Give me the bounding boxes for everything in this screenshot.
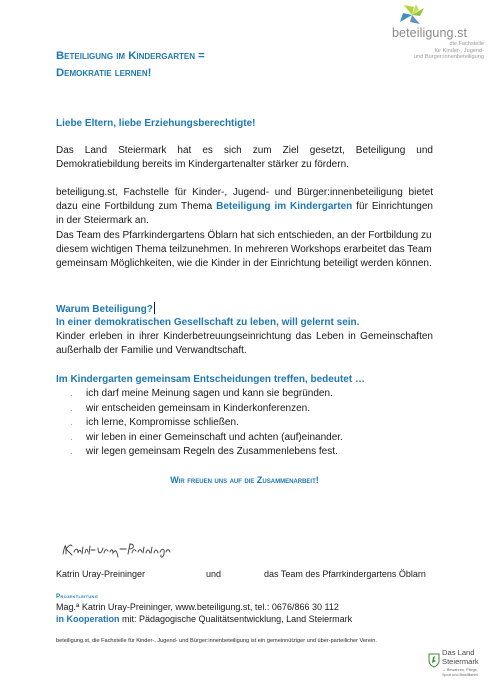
list-item <box>70 402 430 417</box>
closing-line: Wir freuen uns auf die Zusammenarbeit! <box>170 475 319 485</box>
topic-highlight: Beteiligung im Kindergarten <box>216 201 353 212</box>
cooperation-line <box>56 613 416 625</box>
why-heading-text: Warum Beteiligung? <box>56 304 153 315</box>
land-name <box>442 649 479 666</box>
decisions-heading: Im Kindergarten gemeinsam Entscheidungen treffen, bedeutet … <box>56 374 365 385</box>
document-title <box>56 48 356 82</box>
text-cursor <box>154 302 155 314</box>
pinwheel-icon <box>394 4 430 26</box>
list-item <box>70 445 430 460</box>
decisions-list <box>70 387 430 460</box>
signer-team: das Team des Pfarrkindergartens Öblarn <box>264 569 426 579</box>
bullet-marker: . <box>70 417 73 429</box>
offer-text-start: beteiligung.st, Fachstelle für Kinder-, Jugend- und Bürger:innenbeteiligung bietet dazu eine Fortbildung zum Thema <box>56 187 433 212</box>
why-paragraph: Kinder erleben in ihrer Kinderbetreuungseinrichtung das Leben in Gemeinschaften außerhalb der Familie und Verwandtschaft. <box>56 331 433 356</box>
cooperation-text: mit: Pädagogische Qualitätsentwicklung, Land Steiermark <box>119 614 353 624</box>
list-item <box>70 431 430 446</box>
list-item-text: ich darf meine Meinung sagen und kann sie begründen. <box>86 388 333 399</box>
title-line-1: Beteiligung im Kindergarten = <box>56 50 205 62</box>
beteiligung-logo <box>384 4 484 64</box>
coat-of-arms-icon <box>428 652 440 668</box>
signer-name: Katrin Uray-Preininger <box>56 569 146 579</box>
land-department: → Bewahren, Pflege, Sport und Bewillianbt <box>442 668 478 677</box>
bullet-marker: . <box>70 446 73 458</box>
land-name-line: Das Land <box>442 648 475 657</box>
why-subheading: In einer demokratischen Gesellschaft zu leben, will gelernt sein. <box>56 317 360 328</box>
list-item-text: ich lerne, Kompromisse schließen. <box>86 417 239 429</box>
signer-and: und <box>206 569 222 579</box>
handwritten-signature <box>60 536 180 562</box>
offer-text-end: für Einrichtungen in der Steiermark an. <box>56 201 433 226</box>
list-item <box>70 387 430 402</box>
logo-tagline-line: für Kinder-, Jugend- <box>434 47 484 54</box>
intro-paragraph: Das Land Steiermark hat es sich zum Ziel gesetzt, Beteiligung und Demokratiebildung bereits im Kindergartenalter stärker zu fördern. <box>56 145 433 170</box>
offer-paragraph <box>56 186 433 228</box>
project-info <box>56 592 416 625</box>
footnote: beteiligung.st, die Fachstelle für Kinder-, Jugend- und Bürger:innenbeteiligung ist ein gemeinnütziger und über-parteilicher Verein. <box>56 638 377 644</box>
logo-tagline <box>402 41 484 61</box>
bullet-marker: . <box>70 431 73 443</box>
salutation: Liebe Eltern, liebe Erziehungsberechtigte! <box>56 118 256 129</box>
logo-wordmark: beteiligung.st <box>392 26 468 40</box>
logo-tagline-line: die Fachstelle <box>449 41 484 47</box>
project-contact: Mag.ª Katrin Uray-Preininger, www.beteiligung.st, tel.: 0676/866 30 112 <box>56 602 339 612</box>
land-name-line: Steiermark <box>442 656 479 666</box>
land-steiermark-logo <box>428 648 480 684</box>
list-item-text: wir legen gemeinsam Regeln des Zusammenlebens fest. <box>86 446 338 458</box>
why-heading <box>56 302 433 317</box>
bullet-marker: . <box>70 402 73 414</box>
title-line-2: Demokratie lernen! <box>56 67 152 79</box>
list-item-text: wir leben in einer Gemeinschaft und achten (auf)einander. <box>86 431 343 443</box>
project-label: Projektleitung <box>56 593 99 600</box>
cooperation-label: in Kooperation <box>56 614 120 624</box>
bullet-marker: . <box>70 388 73 399</box>
logo-tagline-line: und Bürger:innenbeteiligung <box>414 54 484 61</box>
team-paragraph: Das Team des Pfarrkindergartens Öblarn hat sich entschieden, an der Fortbildung zu diesem wichtigen Thema teilzunehmen. In mehreren Workshops erarbeitet das Team gemeinsam Möglichkeiten, wie die Kinder in der Einrichtung beteiligt werden können. <box>56 230 432 269</box>
list-item-text: wir entscheiden gemeinsam in Kinderkonferenzen. <box>86 402 311 414</box>
list-item <box>70 416 430 431</box>
